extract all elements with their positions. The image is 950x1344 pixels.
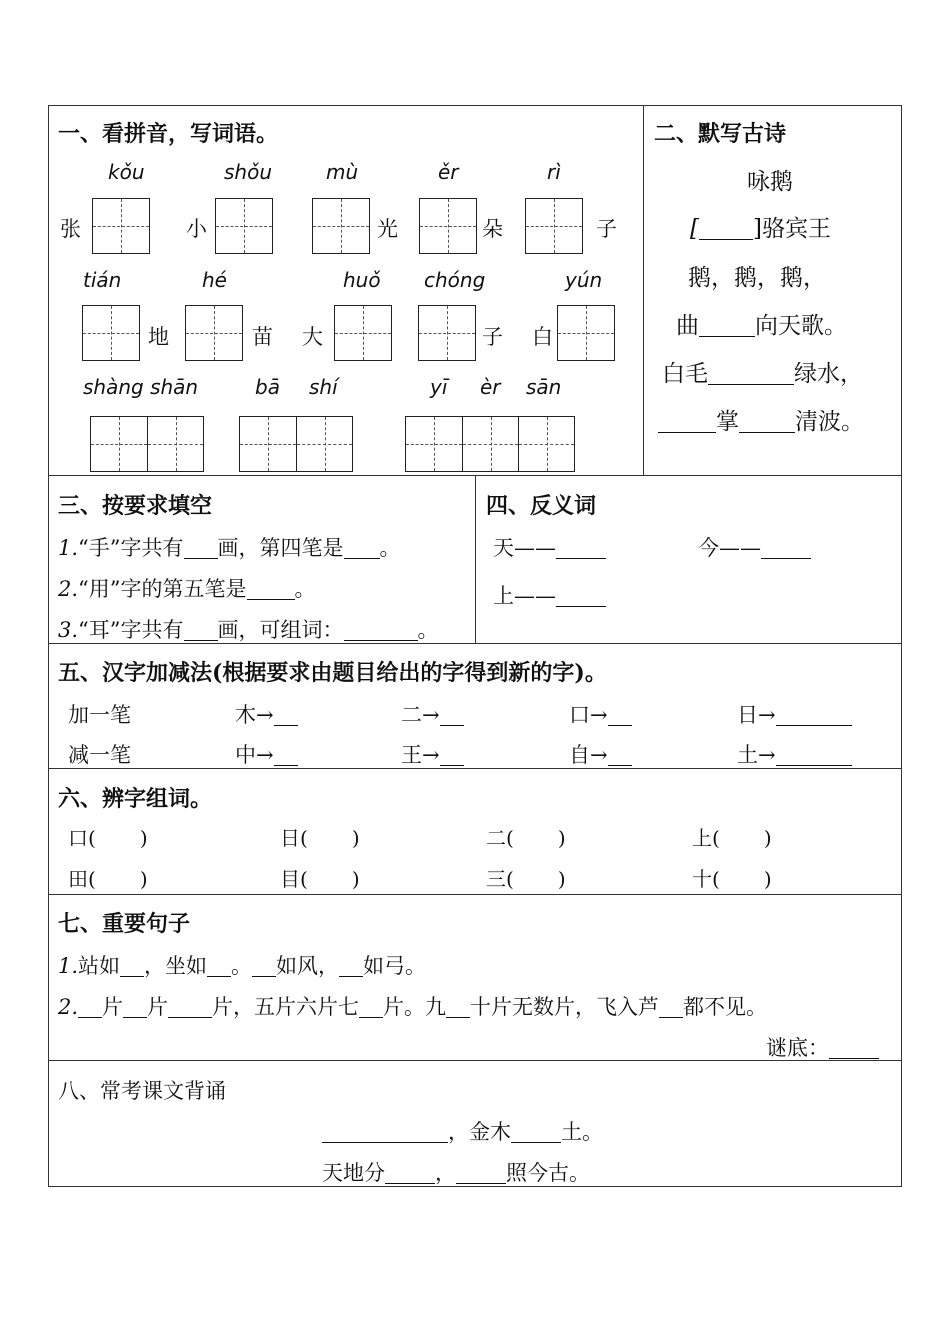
section-8-title: 八、常考课文背诵 bbox=[58, 1079, 226, 1103]
blank[interactable] bbox=[776, 704, 852, 726]
section-5-title: 五、汉字加减法(根据要求由题目给出的字得到新的字)。 bbox=[58, 660, 607, 686]
blank[interactable] bbox=[274, 744, 298, 766]
blank[interactable] bbox=[322, 1121, 448, 1143]
writing-grid[interactable] bbox=[185, 305, 243, 361]
sub-item: 土→ bbox=[737, 739, 852, 769]
blank[interactable] bbox=[359, 996, 383, 1018]
section-2-title: 二、默写古诗 bbox=[654, 121, 787, 147]
pinyin: bā bbox=[255, 375, 280, 399]
writing-grid[interactable] bbox=[215, 198, 273, 254]
pinyin: shǒu bbox=[224, 160, 273, 184]
blank[interactable] bbox=[659, 996, 683, 1018]
add-item: 木→ bbox=[235, 699, 298, 729]
pinyin: èr bbox=[480, 375, 501, 399]
section-3-title: 三、按要求填空 bbox=[58, 493, 213, 519]
poem-line: 白毛 绿水， bbox=[662, 361, 863, 387]
poem-title: 咏鹅 bbox=[747, 169, 793, 195]
section-7-title: 七、重要句子 bbox=[58, 911, 191, 937]
blank[interactable] bbox=[829, 1037, 879, 1059]
pinyin: mù bbox=[326, 160, 359, 184]
word-char: 苗 bbox=[252, 325, 273, 349]
antonym-item: 今—— bbox=[698, 532, 811, 562]
pinyin: yún bbox=[565, 268, 603, 292]
blank[interactable] bbox=[184, 619, 218, 641]
pinyin: huǒ bbox=[343, 268, 381, 292]
word-char: 子 bbox=[596, 217, 617, 241]
blank[interactable] bbox=[699, 216, 753, 240]
word-group-item: 上( ) bbox=[692, 826, 772, 850]
blank[interactable] bbox=[446, 996, 470, 1018]
blank[interactable] bbox=[556, 537, 606, 559]
word-char: 子 bbox=[482, 325, 503, 349]
blank[interactable] bbox=[344, 619, 418, 641]
blank[interactable] bbox=[120, 955, 144, 977]
blank[interactable] bbox=[247, 578, 295, 600]
writing-grid-2[interactable] bbox=[239, 416, 353, 472]
blank[interactable] bbox=[658, 409, 716, 433]
word-char: 大 bbox=[302, 325, 323, 349]
blank[interactable] bbox=[274, 704, 298, 726]
add-item: 二→ bbox=[401, 699, 464, 729]
pinyin: ěr bbox=[438, 160, 459, 184]
word-group-item: 三( ) bbox=[486, 867, 566, 891]
word-char: 朵 bbox=[482, 217, 503, 241]
blank[interactable] bbox=[344, 537, 380, 559]
writing-grid-2[interactable] bbox=[90, 416, 204, 472]
pinyin: hé bbox=[202, 268, 227, 292]
blank[interactable] bbox=[440, 704, 464, 726]
blank[interactable] bbox=[708, 361, 794, 385]
add-item: 日→ bbox=[737, 699, 852, 729]
section-4-title: 四、反义词 bbox=[486, 493, 597, 519]
antonym-item: 上—— bbox=[493, 580, 606, 610]
word-group-item: 目( ) bbox=[280, 867, 360, 891]
blank[interactable] bbox=[556, 585, 606, 607]
word-char: 白 bbox=[532, 325, 553, 349]
word-group-item: 口( ) bbox=[68, 826, 148, 850]
pinyin: yī bbox=[430, 375, 448, 399]
blank[interactable] bbox=[207, 955, 231, 977]
pinyin: shàng shān bbox=[83, 375, 199, 399]
blank[interactable] bbox=[761, 537, 811, 559]
blank[interactable] bbox=[252, 955, 276, 977]
writing-grid-3[interactable] bbox=[405, 416, 575, 472]
recite-line-2: 天地分 ， 照今古。 bbox=[322, 1161, 590, 1185]
writing-grid[interactable] bbox=[557, 305, 615, 361]
writing-grid[interactable] bbox=[312, 198, 370, 254]
writing-grid[interactable] bbox=[82, 305, 140, 361]
blank[interactable] bbox=[699, 313, 755, 337]
blank[interactable] bbox=[78, 996, 102, 1018]
word-group-item: 日( ) bbox=[280, 826, 360, 850]
blank[interactable] bbox=[168, 996, 212, 1018]
blank[interactable] bbox=[511, 1121, 561, 1143]
divider bbox=[48, 894, 902, 895]
antonym-item: 天—— bbox=[493, 532, 606, 562]
blank[interactable] bbox=[456, 1162, 506, 1184]
word-group-item: 田( ) bbox=[68, 867, 148, 891]
word-char: 光 bbox=[377, 217, 398, 241]
blank[interactable] bbox=[385, 1162, 435, 1184]
bracket: [ bbox=[690, 216, 699, 242]
blank[interactable] bbox=[608, 744, 632, 766]
divider bbox=[643, 105, 644, 475]
pinyin: shí bbox=[309, 375, 338, 399]
blank[interactable] bbox=[339, 955, 363, 977]
word-group-item: 十( ) bbox=[692, 867, 772, 891]
pinyin: chóng bbox=[424, 268, 486, 292]
pinyin: sān bbox=[526, 375, 562, 399]
sub-item: 中→ bbox=[235, 739, 298, 769]
pinyin: tián bbox=[83, 268, 122, 292]
blank[interactable] bbox=[123, 996, 147, 1018]
sentence-2: 2. 片 片 片，五片六片七 片。九 十片无数片，飞入芦 都不见。 bbox=[58, 995, 768, 1019]
word-group-item: 二( ) bbox=[486, 826, 566, 850]
sub-item: 自→ bbox=[569, 739, 632, 769]
divider bbox=[475, 475, 476, 643]
poem-author: [ ]骆宾王 bbox=[690, 216, 831, 242]
recite-line-1: ，金木 土。 bbox=[322, 1116, 603, 1146]
section-1-title: 一、看拼音，写词语。 bbox=[58, 121, 279, 147]
word-char: 地 bbox=[148, 325, 169, 349]
pinyin: rì bbox=[547, 160, 561, 184]
question-2: 2.“用”字的第五笔是 。 bbox=[58, 577, 316, 601]
sentence-1: 1.站如 ，坐如 。 如风， 如弓。 bbox=[58, 954, 427, 978]
sub-item: 王→ bbox=[401, 739, 464, 769]
question-3: 3.“耳”字共有 画，可组词： 。 bbox=[58, 618, 439, 642]
poem-line: 鹅，鹅，鹅， bbox=[688, 265, 826, 291]
blank[interactable] bbox=[776, 744, 852, 766]
word-char: 张 bbox=[60, 217, 81, 241]
writing-grid[interactable] bbox=[419, 198, 477, 254]
poem-line: 曲 向天歌。 bbox=[676, 313, 847, 339]
poem-line: 掌 清波。 bbox=[658, 403, 864, 436]
section-6-title: 六、辨字组词。 bbox=[58, 786, 213, 812]
writing-grid[interactable] bbox=[525, 198, 583, 254]
blank[interactable] bbox=[440, 744, 464, 766]
sub-stroke-label: 减一笔 bbox=[68, 743, 131, 767]
writing-grid[interactable] bbox=[92, 198, 150, 254]
pinyin: kǒu bbox=[108, 160, 145, 184]
blank[interactable] bbox=[608, 704, 632, 726]
add-item: 口→ bbox=[569, 699, 632, 729]
riddle-answer: 谜底： bbox=[766, 1032, 879, 1062]
word-char: 小 bbox=[186, 217, 207, 241]
add-stroke-label: 加一笔 bbox=[68, 703, 131, 727]
writing-grid[interactable] bbox=[334, 305, 392, 361]
blank[interactable] bbox=[739, 409, 795, 433]
question-1: 1.“手”字共有 画，第四笔是 。 bbox=[58, 536, 401, 560]
blank[interactable] bbox=[184, 537, 218, 559]
writing-grid[interactable] bbox=[418, 305, 476, 361]
